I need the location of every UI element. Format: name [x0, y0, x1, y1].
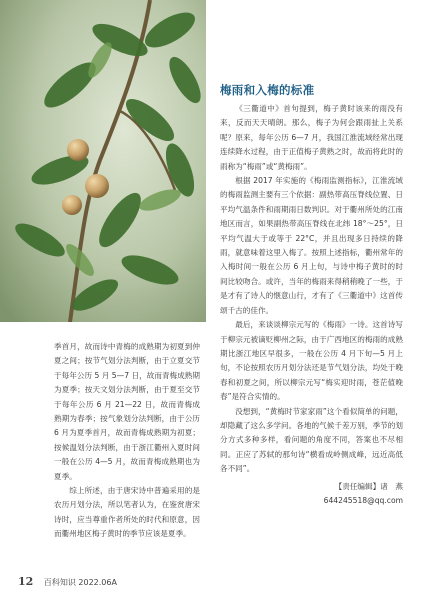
editor-email: 644245518@qq.com — [323, 495, 403, 505]
page-number: 12 — [18, 575, 34, 588]
paragraph: 《三衢道中》首句提到，梅子黄时该来的雨没有来，反而天天晴朗。那么，梅子为何会跟雨扯上关系呢？原来，每年公历 6—7 月，我国江淮流域经常出现连续降水过程，由于正值梅子黄熟之时，故而将此时的雨称为“梅雨”或“黄梅雨”。 — [220, 104, 403, 171]
paragraph: 根据 2017 年实施的《梅雨监测指标》，江淮流域的梅雨监测主要有三个依据：副热带高压脊线位置、日平均气温条件和雨期雨日数判识。对于衢州所处的江南地区而言，如果副热带高压脊线在北纬 18°～25°，日平均气温大于或等于 22°C，并且出现多日持续的降雨，就意味着这里入梅了。按照上述指标，衢州常年的入梅时间一般在公历 6 月上旬，与诗中梅子黄时的时间比较吻合。或许，当年的梅雨来得稍稍晚了一些，于是才有了诗人的惬意山行，才有了《三衢道中》这首传颂千古的佳作。 — [220, 176, 403, 315]
plum-branch-photo — [0, 0, 206, 322]
article-column-left — [54, 340, 200, 542]
paragraph: 综上所述，由于唐宋诗中普遍采用的是农历月划分法，所以笔者认为，在鉴赏唐宋诗时，应当尊重作者所处的时代和原意，因而衢州地区梅子黄时的季节应该是夏季。 — [54, 486, 200, 539]
plum-branch-illustration — [0, 0, 206, 322]
article-column-right — [220, 102, 403, 508]
paragraph: 季首月，故而诗中青梅的成熟期为初夏到仲夏之间；按节气划分法判断，由于立夏交节于每年公历 5 月 5—7 日，故而青梅成熟期为夏季；按天文划分法判断，由于夏至交节于每年公历 6 月 21—22 日，故而青梅成熟期为春季；按气象划分法判断，由于公历 6 月为夏季首月，故而青梅成熟期为初夏；按候温划分法判断，由于浙江衢州入夏时间一般在公历 4—5 月，故而青梅成熟期也为夏季。 — [54, 342, 200, 481]
journal-issue: 百科知识 2022.06A — [43, 578, 117, 587]
editor-credit: 【责任编辑】诸 燕 — [334, 481, 403, 491]
page-footer — [18, 575, 117, 588]
paragraph: 最后，来谈谈柳宗元写的《梅雨》一诗。这首诗写于柳宗元被谪贬柳州之际，由于广西地区的梅雨的成熟期比浙江地区早很多，一般在公历 4 月下旬—5 月上旬，不论按照农历月划分法还是节气划分法，均处于晚春和初夏之间，所以柳宗元写“梅实迎时雨，苍茫值晚春”是符合实情的。 — [220, 320, 403, 402]
section-heading: 梅雨和入梅的标准 — [220, 83, 315, 97]
paragraph: 没想到，“黄梅时节家家雨”这个看似简单的问题，却隐藏了这么多学问。各地的气候千差万别，季节的划分方式多种多样，看问题的角度不同，答案也不尽相同。正应了苏轼的那句诗“横看成岭侧成峰，远近高低各不同”。 — [220, 406, 403, 474]
